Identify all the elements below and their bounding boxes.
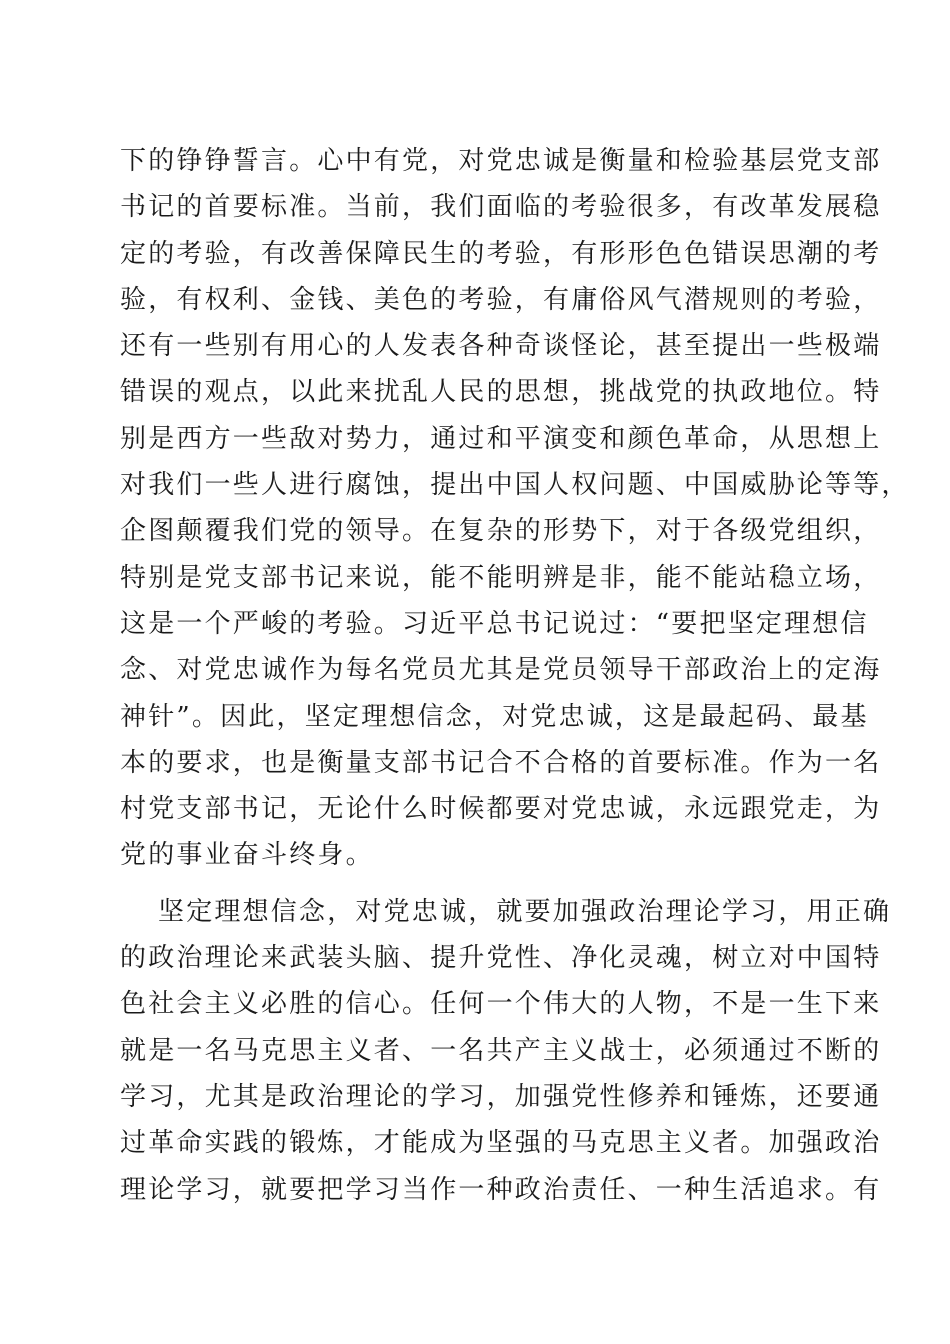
text-line: 下的铮铮誓言。心中有党，对党忠诚是衡量和检验基层党支部 (120, 146, 882, 176)
body-text (120, 138, 910, 1213)
text-line: 特别是党支部书记来说，能不能明辨是非，能不能站稳立场， (120, 562, 882, 593)
text-line: 还有一些别有用心的人发表各种奇谈怪论，甚至提出一些极端 (120, 331, 882, 362)
text-line: 别是西方一些敌对势力，通过和平演变和颜色革命，从思想上 (120, 423, 882, 454)
paragraph-1 (120, 138, 910, 879)
text-line-first-indented: 坚定理想信念，对党忠诚，就要加强政治理论学习，用正确 (158, 896, 892, 927)
text-line: 企图颠覆我们党的领导。在复杂的形势下，对于各级党组织， (120, 516, 882, 547)
text-line: 学习，尤其是政治理论的学习，加强党性修养和锤炼，还要通 (120, 1081, 882, 1112)
text-line: 理论学习，就要把学习当作一种政治责任、一种生活追求。有 (120, 1174, 882, 1205)
text-line: 色社会主义必胜的信心。任何一个伟大的人物，不是一生下来 (120, 989, 882, 1020)
text-line: 错误的观点，以此来扰乱人民的思想，挑战党的执政地位。特 (120, 377, 882, 408)
text-line: 定的考验，有改善保障民生的考验，有形形色色错误思潮的考 (120, 238, 882, 269)
paragraph-spacer (120, 879, 840, 889)
text-line: 党的事业奋斗终身。 (120, 840, 374, 871)
text-line: 本的要求，也是衡量支部书记合不合格的首要标准。作为一名 (120, 747, 882, 778)
text-line: 的政治理论来武装头脑、提升党性、净化灵魂，树立对中国特 (120, 943, 882, 974)
text-line: 对我们一些人进行腐蚀，提出中国人权问题、中国威胁论等等， (120, 470, 910, 501)
text-line: 这是一个严峻的考验。习近平总书记说过：“要把坚定理想信 (120, 608, 869, 639)
text-line: 就是一名马克思主义者、一名共产主义战士，必须通过不断的 (120, 1035, 882, 1066)
text-line: 村党支部书记，无论什么时候都要对党忠诚，永远跟党走，为 (120, 794, 882, 825)
text-line: 念、对党忠诚作为每名党员尤其是党员领导干部政治上的定海 (120, 655, 882, 686)
text-line: 书记的首要标准。当前，我们面临的考验很多，有改革发展稳 (120, 192, 882, 223)
text-line: 验，有权利、金钱、美色的考验，有庸俗风气潜规则的考验， (120, 284, 882, 315)
text-line: 过革命实践的锻炼，才能成为坚强的马克思主义者。加强政治 (120, 1128, 882, 1159)
text-line: 神针”。因此，坚定理想信念，对党忠诚，这是最起码、最基 (120, 701, 869, 732)
paragraph-2 (120, 889, 892, 1213)
